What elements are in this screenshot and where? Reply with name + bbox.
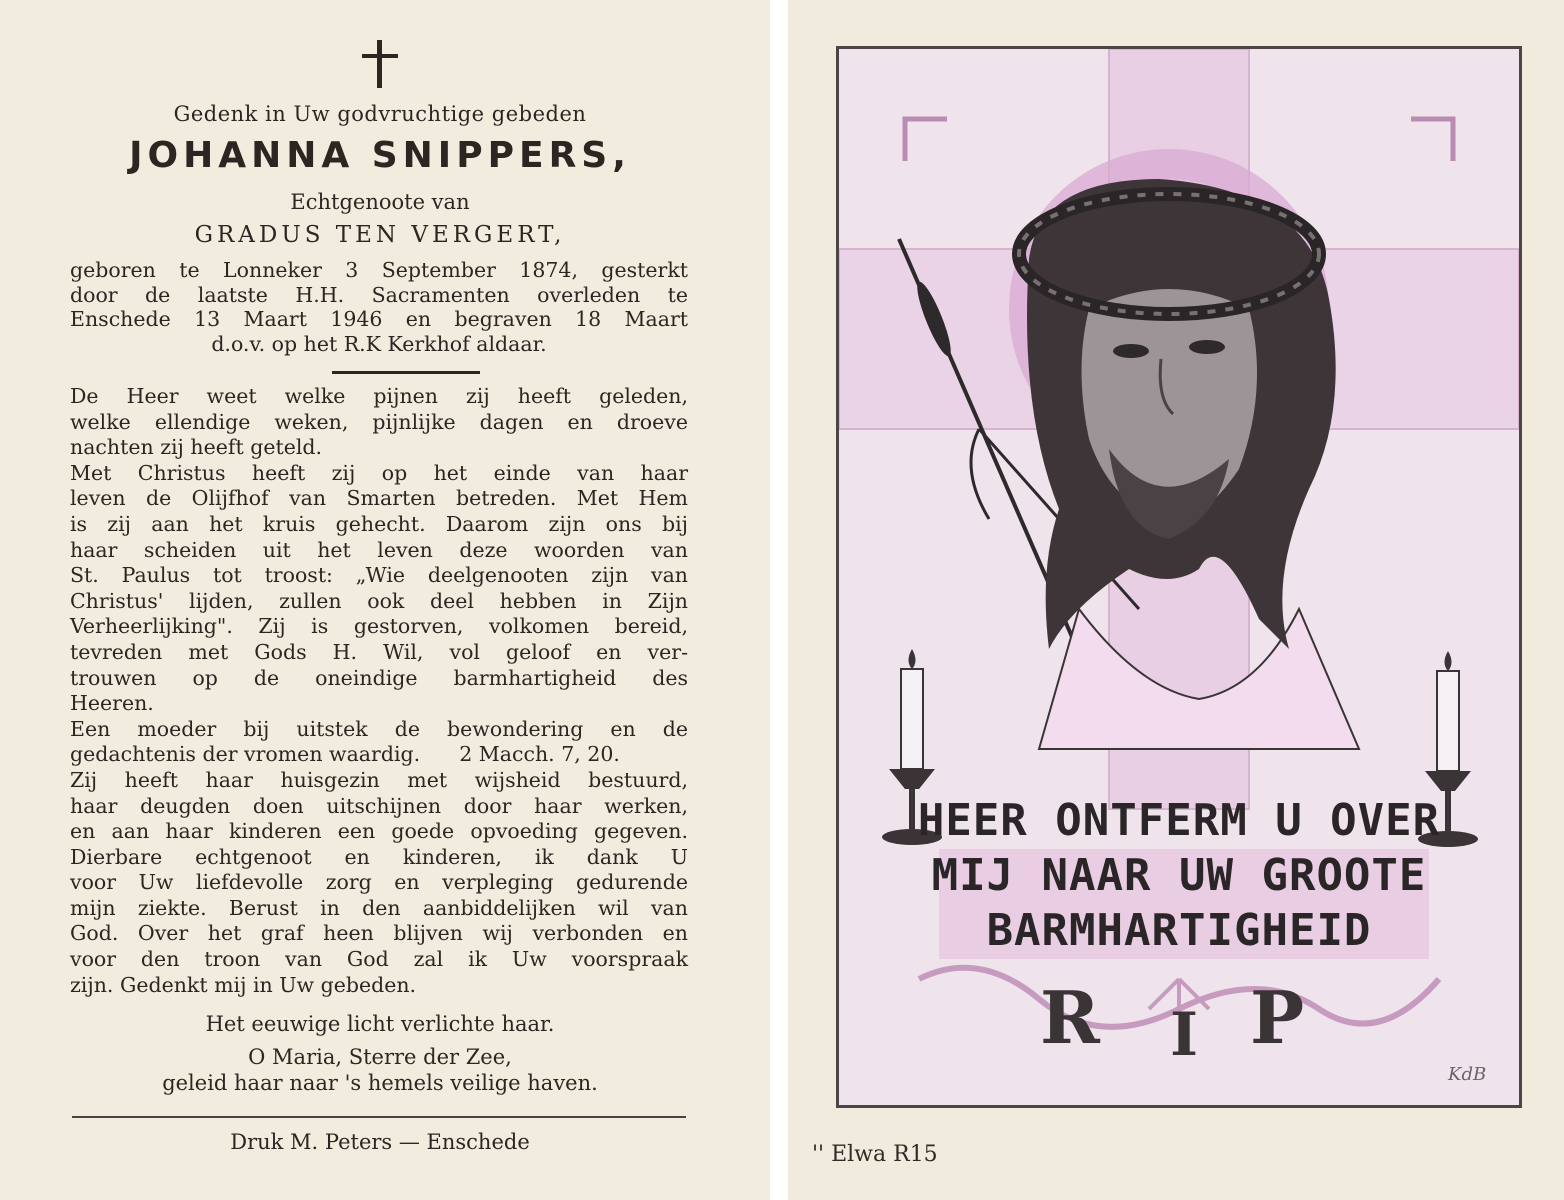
prayer-line: Het eeuwige licht verlichte haar. [205, 1012, 555, 1036]
text-line: en aan haar kinderen een goede opvoeding gegeven. [70, 819, 688, 844]
printer-credit: Druk M. Peters — Enschede [230, 1130, 530, 1154]
text-line: St. Paulus tot troost: „Wie deelgenooten zijn van [70, 563, 688, 588]
memorial-text [70, 384, 688, 998]
text-line: zijn. Gedenkt mij in Uw gebeden. [70, 972, 417, 997]
text-line: De Heer weet welke pijnen zij heeft geleden, [70, 384, 688, 408]
text-line: welke ellendige weken, pijnlijke dagen en droeve [70, 409, 688, 434]
text-line: Christus' lijden, zullen ook deel hebben in Zijn [70, 588, 688, 613]
text-line: voor den troon van God zal ik Uw voorspraak [70, 947, 688, 972]
motto-line: HEER ONTFERM U OVER [917, 795, 1441, 846]
text-line: mijn ziekte. Berust in den aanbiddelijken wil van [70, 895, 688, 920]
biography [70, 258, 688, 356]
artist-monogram: KdB [1448, 1064, 1487, 1085]
bio-line: geboren te Lonneker 3 September 1874, gesterkt [70, 258, 688, 282]
divider [332, 371, 480, 374]
text-line: leven de Olijfhof van Smarten betreden. Met Hem [70, 486, 688, 511]
spouse-name: GRADUS TEN VERGERT, [194, 222, 566, 248]
text-line: is zij aan het kruis gehecht. Daarom zijn ons bij [70, 511, 688, 536]
prayer-line: O Maria, Sterre der Zee, [248, 1045, 512, 1069]
deceased-name: JOHANNA SNIPPERS, [129, 135, 631, 176]
prayer-line: geleid haar naar 's hemels veilige haven. [162, 1071, 598, 1095]
rip-letter: I [1170, 1000, 1199, 1070]
text-line: haar scheiden uit het leven deze woorden van [70, 537, 688, 562]
publisher-credit: '' Elwa R15 [812, 1142, 938, 1167]
text-line: gedachtenis der vromen waardig. 2 Macch. 7, 20. [70, 742, 620, 767]
bio-line: door de laatste H.H. Sacramenten overleden te [70, 282, 688, 307]
divider [72, 1116, 686, 1118]
text-line: voor Uw liefdevolle zorg en verpleging gedurende [70, 870, 688, 895]
motto-line: MIJ NAAR UW GROOTE [931, 850, 1427, 901]
memorial-card-text-side [0, 0, 770, 1200]
text-line: Een moeder bij uitstek de bewondering en de [70, 716, 688, 741]
text-line: tevreden met Gods H. Wil, vol geloof en ver- [70, 639, 688, 664]
cross-icon [360, 40, 400, 90]
text-line: haar deugden doen uitschijnen door haar werken, [70, 793, 688, 818]
text-line: nachten zij heeft geteld. [70, 435, 323, 460]
text-line: Dierbare echtgenoot en kinderen, ik dank U [70, 844, 688, 869]
bio-line: d.o.v. op het R.K Kerkhof aldaar. [211, 331, 547, 356]
motto-line: BARMHARTIGHEID [986, 905, 1372, 956]
bio-line: Enschede 13 Maart 1946 en begraven 18 Maart [70, 307, 688, 332]
intro-text: Gedenk in Uw godvruchtige gebeden [173, 102, 587, 126]
text-line: Verheerlijking". Zij is gestorven, volkomen bereid, [70, 614, 688, 639]
rip-letter: P [1250, 975, 1305, 1060]
text-line: Heeren. [70, 691, 154, 716]
text-line: Zij heeft haar huisgezin met wijsheid bestuurd, [70, 767, 688, 792]
rip-letter: R [1040, 975, 1100, 1060]
text-line: Met Christus heeft zij op het einde van haar [70, 460, 688, 485]
text-line: God. Over het graf heen blijven wij verbonden en [70, 921, 688, 946]
text-line: trouwen op de oneindige barmhartigheid des [70, 665, 688, 690]
spouse-label: Echtgenoote van [290, 190, 470, 214]
